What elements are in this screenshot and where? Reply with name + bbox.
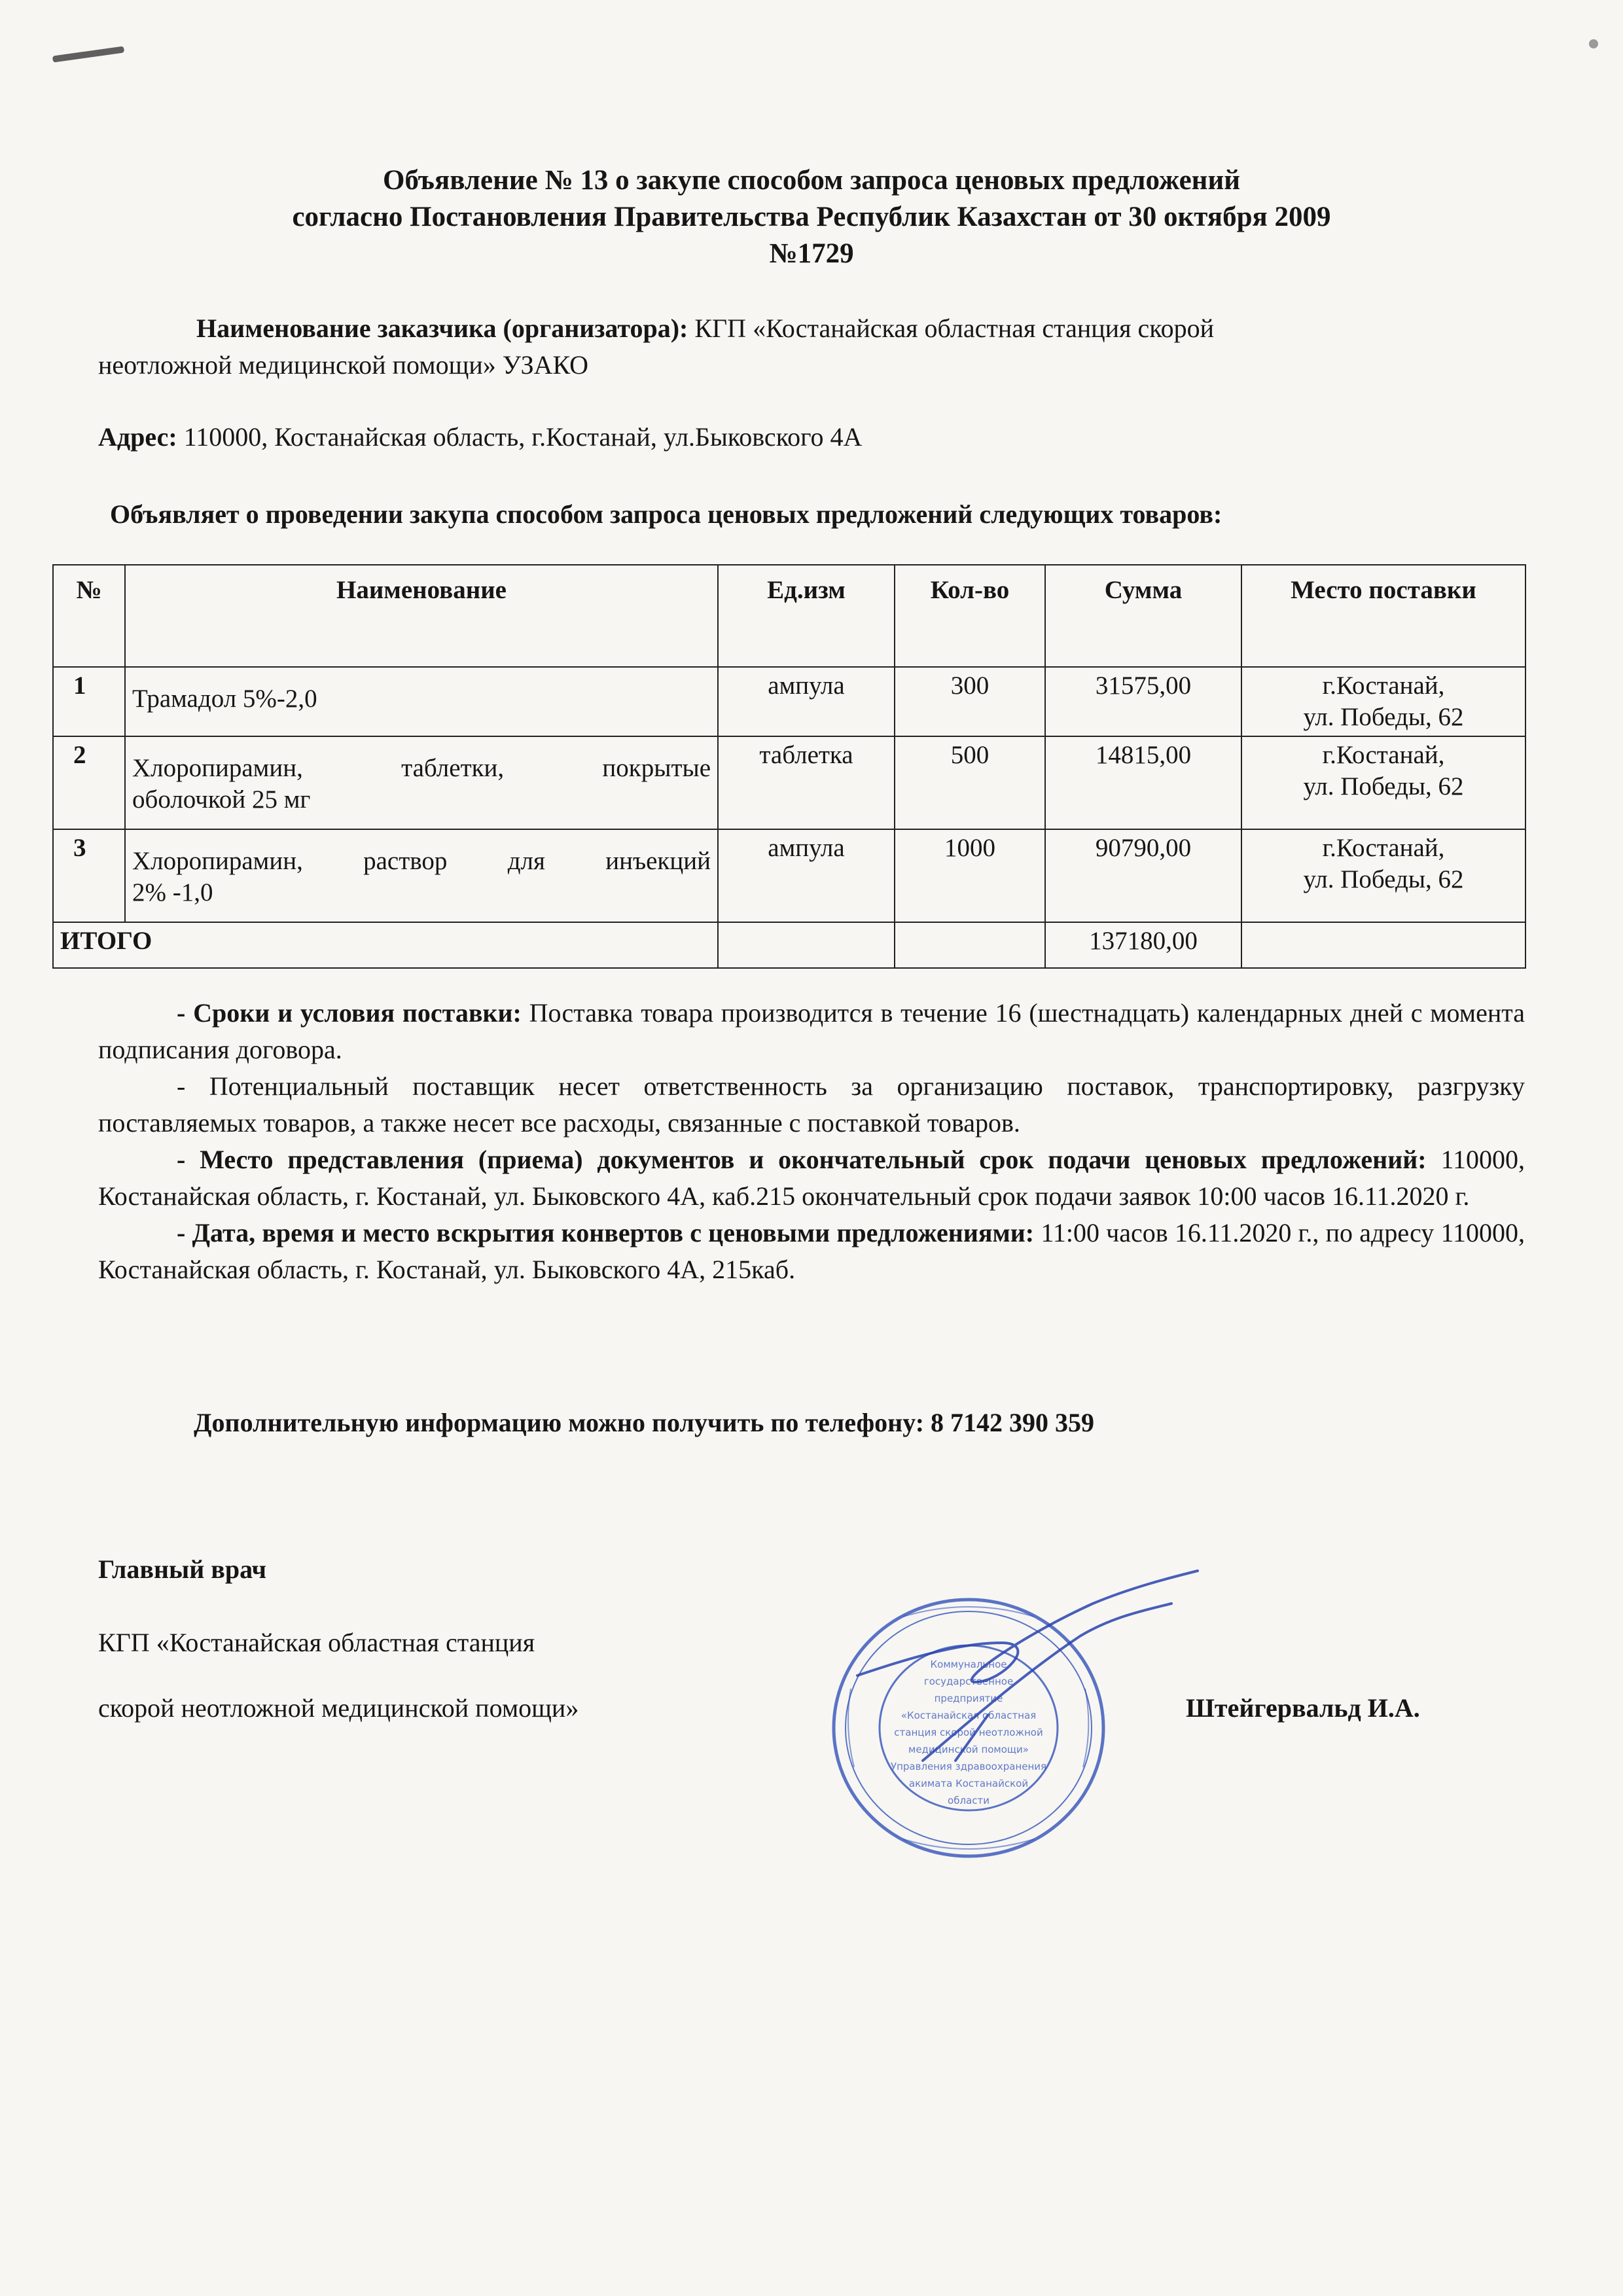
scan-mark bbox=[52, 46, 124, 62]
total-empty-qty bbox=[895, 922, 1045, 968]
term-delivery-text: Поставка товара производится в течение 16 (шестнадцать) календарных дней с момента подписания договора. bbox=[98, 998, 1525, 1064]
stamp-text-line: предприятие bbox=[934, 1693, 1003, 1704]
goods-table bbox=[52, 564, 1526, 969]
stamp-text-line: государственное bbox=[923, 1676, 1014, 1687]
row-place-line-1: г.Костанай, bbox=[1322, 672, 1445, 700]
stamp-text-line: станция скорой неотложной bbox=[894, 1727, 1043, 1738]
row-num: 1 bbox=[53, 667, 125, 736]
stamp-text-line: медицинской помощи» bbox=[908, 1744, 1029, 1755]
customer-value-2: неотложной медицинской помощи» УЗАКО bbox=[98, 350, 589, 380]
table-header-row bbox=[53, 565, 1525, 667]
row-name bbox=[125, 667, 718, 736]
header-name: Наименование bbox=[125, 565, 718, 667]
signatory-org-line-2: скорой неотложной медицинской помощи» bbox=[98, 1693, 579, 1723]
table-total-row bbox=[53, 922, 1525, 968]
term-opening-label: - Дата, время и место вскрытия конвертов с ценовыми предложениями: bbox=[177, 1218, 1035, 1247]
contact-phone: Дополнительную информацию можно получить по телефону: 8 7142 390 359 bbox=[194, 1408, 1095, 1437]
row-name-line-2: оболочкой 25 мг bbox=[132, 785, 311, 814]
term-submission bbox=[98, 1141, 1525, 1215]
row-qty: 300 bbox=[895, 667, 1045, 736]
row-name bbox=[125, 829, 718, 922]
row-unit: таблетка bbox=[718, 736, 895, 829]
row-name-line-1: Хлоропирамин, раствор для инъекций bbox=[132, 847, 711, 875]
row-qty: 500 bbox=[895, 736, 1045, 829]
announcement: Объявляет о проведении закупа способом запроса ценовых предложений следующих товаров: bbox=[110, 499, 1222, 529]
term-submission-label: - Место представления (приема) документов и окончательный срок подачи ценовых предложений: bbox=[177, 1145, 1427, 1174]
row-sum: 90790,00 bbox=[1045, 829, 1241, 922]
row-place-line-1: г.Костанай, bbox=[1322, 834, 1445, 862]
row-place bbox=[1241, 829, 1525, 922]
row-name-text: Трамадол 5%-2,0 bbox=[132, 685, 317, 713]
header-unit: Ед.изм bbox=[718, 565, 895, 667]
header-place: Место поставки bbox=[1241, 565, 1525, 667]
row-name-line-1: Хлоропирамин, таблетки, покрытые bbox=[132, 754, 711, 782]
row-place-line-1: г.Костанай, bbox=[1322, 741, 1445, 769]
row-place bbox=[1241, 736, 1525, 829]
row-unit: ампула bbox=[718, 667, 895, 736]
term-responsibility: - Потенциальный поставщик несет ответственность за организацию поставок, транспортировку, разгрузку поставляемых товаров, а также несет все расходы, связанные с поставкой товаров. bbox=[98, 1071, 1525, 1138]
term-opening-text: 11:00 часов 16.11.2020 г., по адресу 110000, Костанайская область, г. Костанай, ул. Быковского 4А, 215каб. bbox=[98, 1218, 1525, 1284]
signatory-name: Штейгервальд И.А. bbox=[1186, 1693, 1420, 1723]
row-unit: ампула bbox=[718, 829, 895, 922]
term-opening bbox=[98, 1215, 1525, 1288]
total-sum: 137180,00 bbox=[1045, 922, 1241, 968]
stamp-text-line: Коммунальное bbox=[930, 1659, 1007, 1670]
total-empty-unit bbox=[718, 922, 895, 968]
row-name-line-2: 2% -1,0 bbox=[132, 878, 213, 906]
row-num: 3 bbox=[53, 829, 125, 922]
row-place-line-2: ул. Победы, 62 bbox=[1303, 772, 1464, 800]
stamp-text-line: «Костанайская областная bbox=[901, 1710, 1037, 1721]
table-row bbox=[53, 667, 1525, 736]
signatory-position: Главный врач bbox=[98, 1554, 267, 1584]
scan-dot bbox=[1589, 39, 1598, 48]
total-empty-place bbox=[1241, 922, 1525, 968]
total-label: ИТОГО bbox=[53, 922, 718, 968]
header-sum: Сумма bbox=[1045, 565, 1241, 667]
row-sum: 31575,00 bbox=[1045, 667, 1241, 736]
title-line-3: №1729 bbox=[769, 238, 854, 269]
term-delivery bbox=[98, 995, 1525, 1068]
stamp-text-line: Управления здравоохранения bbox=[890, 1761, 1047, 1772]
row-name bbox=[125, 736, 718, 829]
row-num: 2 bbox=[53, 736, 125, 829]
row-place-line-2: ул. Победы, 62 bbox=[1303, 703, 1464, 731]
title-line-2: согласно Постановления Правительства Республик Казахстан от 30 октября 2009 bbox=[292, 202, 1331, 232]
handwritten-signature bbox=[805, 1564, 1211, 1774]
table-row bbox=[53, 736, 1525, 829]
stamp-text-line: области bbox=[948, 1795, 990, 1806]
customer-label: Наименование заказчика (организатора): bbox=[196, 314, 688, 343]
terms-block bbox=[98, 995, 1525, 1288]
header-num: № bbox=[53, 565, 125, 667]
address-label: Адрес: bbox=[98, 422, 177, 452]
stamp-text-line: акимата Костанайской bbox=[908, 1778, 1029, 1789]
header-qty: Кол-во bbox=[895, 565, 1045, 667]
signatory-org-line-1: КГП «Костанайская областная станция bbox=[98, 1628, 535, 1657]
row-sum: 14815,00 bbox=[1045, 736, 1241, 829]
row-place-line-2: ул. Победы, 62 bbox=[1303, 865, 1464, 893]
term-delivery-label: - Сроки и условия поставки: bbox=[177, 998, 522, 1028]
document-title bbox=[105, 162, 1518, 272]
term-submission-text: 110000, Костанайская область, г. Костанай, ул. Быковского 4А, каб.215 окончательный срок подачи заявок 10:00 часов 16.11.2020 г. bbox=[98, 1145, 1525, 1211]
title-line-1: Объявление № 13 о закупе способом запроса ценовых предложений bbox=[383, 165, 1240, 196]
row-qty: 1000 bbox=[895, 829, 1045, 922]
address-block bbox=[98, 419, 1525, 456]
row-place bbox=[1241, 667, 1525, 736]
customer-block bbox=[98, 310, 1525, 384]
address-value: 110000, Костанайская область, г.Костанай, ул.Быковского 4А bbox=[177, 422, 863, 452]
customer-value-1: КГП «Костанайская областная станция скорой bbox=[688, 314, 1215, 343]
table-row bbox=[53, 829, 1525, 922]
